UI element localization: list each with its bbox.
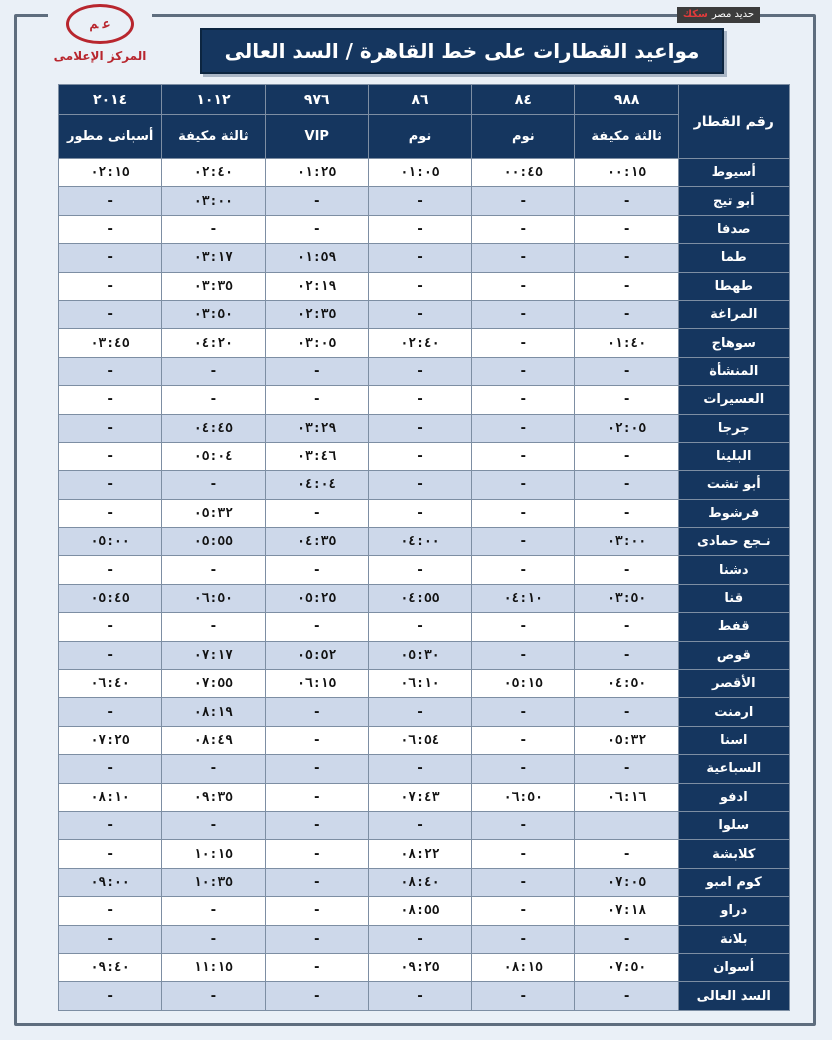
departure-time: - — [162, 215, 265, 243]
departure-time: ٠٢:٣٥ — [265, 300, 368, 328]
departure-time: - — [265, 925, 368, 953]
departure-time: ٠١:٤٠ — [575, 329, 678, 357]
station-column-header: رقم القطار — [678, 85, 789, 159]
departure-time: - — [59, 272, 162, 300]
station-name: سلوا — [678, 811, 789, 839]
departure-time: - — [59, 897, 162, 925]
departure-time: - — [472, 329, 575, 357]
departure-time: - — [162, 755, 265, 783]
departure-time: ٠٦:١٦ — [575, 783, 678, 811]
table-row — [59, 272, 790, 300]
station-name: قنا — [678, 584, 789, 612]
departure-time: - — [575, 442, 678, 470]
departure-time: ٠٥:٠٠ — [59, 528, 162, 556]
station-name: بلانة — [678, 925, 789, 953]
departure-time: ٠٣:٥٠ — [575, 584, 678, 612]
departure-time: - — [265, 953, 368, 981]
departure-time: ٠٣:١٧ — [162, 244, 265, 272]
departure-time: - — [59, 698, 162, 726]
departure-time: - — [368, 556, 471, 584]
departure-time: - — [368, 357, 471, 385]
media-center-logo — [48, 4, 152, 70]
table-row — [59, 897, 790, 925]
departure-time: - — [265, 187, 368, 215]
departure-time: ٠٢:١٩ — [265, 272, 368, 300]
departure-time: - — [162, 556, 265, 584]
station-name: الأقصر — [678, 670, 789, 698]
departure-time: ٠٧:٥٠ — [575, 953, 678, 981]
departure-time: ٠٩:٣٥ — [162, 783, 265, 811]
station-name: أسيوط — [678, 159, 789, 187]
station-name: السباعية — [678, 755, 789, 783]
station-name: كلابشة — [678, 840, 789, 868]
departure-time: ٠٣:٥٠ — [162, 300, 265, 328]
departure-time: ٠٨:٢٢ — [368, 840, 471, 868]
departure-time: ٠٥:٣٠ — [368, 641, 471, 669]
departure-time: ٠٢:٠٥ — [575, 414, 678, 442]
departure-time: - — [575, 613, 678, 641]
departure-time: - — [368, 982, 471, 1010]
train-schedule-table — [58, 84, 790, 1011]
departure-time: ٠٣:٠٠ — [162, 187, 265, 215]
departure-time: - — [472, 897, 575, 925]
departure-time: - — [575, 300, 678, 328]
departure-time: ٠٣:٣٥ — [162, 272, 265, 300]
departure-time: - — [59, 471, 162, 499]
departure-time: - — [59, 982, 162, 1010]
table-row — [59, 442, 790, 470]
departure-time: - — [368, 811, 471, 839]
departure-time: ٠٥:٤٥ — [59, 584, 162, 612]
departure-time: - — [368, 244, 471, 272]
departure-time: - — [472, 840, 575, 868]
train-number: ١٠١٢ — [162, 85, 265, 115]
station-name: أسوان — [678, 953, 789, 981]
table-row — [59, 528, 790, 556]
brand-accent: سكك — [682, 9, 708, 20]
departure-time: - — [59, 386, 162, 414]
departure-time: ٠٤:٤٥ — [162, 414, 265, 442]
departure-time: - — [575, 215, 678, 243]
train-number: ٩٧٦ — [265, 85, 368, 115]
departure-time: - — [575, 499, 678, 527]
departure-time: ٠٨:١٥ — [472, 953, 575, 981]
departure-time: ٠٠:١٥ — [575, 159, 678, 187]
departure-time: ٠٣:٢٩ — [265, 414, 368, 442]
departure-time: - — [265, 755, 368, 783]
departure-time: ٠٤:٠٠ — [368, 528, 471, 556]
departure-time: - — [575, 471, 678, 499]
table-row — [59, 414, 790, 442]
station-name: البلينا — [678, 442, 789, 470]
departure-time: - — [368, 442, 471, 470]
departure-time: - — [575, 244, 678, 272]
station-name: نـجع حمادى — [678, 528, 789, 556]
logo-caption: المركز الإعلامى — [53, 49, 147, 63]
departure-time: - — [368, 755, 471, 783]
departure-time: - — [575, 386, 678, 414]
departure-time: - — [575, 840, 678, 868]
departure-time: - — [472, 868, 575, 896]
station-name: طما — [678, 244, 789, 272]
departure-time: ١٠:١٥ — [162, 840, 265, 868]
departure-time: - — [472, 613, 575, 641]
train-number: ٩٨٨ — [575, 85, 678, 115]
departure-time: - — [472, 215, 575, 243]
departure-time: - — [59, 414, 162, 442]
departure-time: ٠٧:١٨ — [575, 897, 678, 925]
departure-time: - — [265, 811, 368, 839]
departure-time: - — [368, 386, 471, 414]
station-name: قوص — [678, 641, 789, 669]
departure-time: - — [59, 215, 162, 243]
table-row — [59, 471, 790, 499]
table-row — [59, 499, 790, 527]
departure-time: ٠٤:٣٥ — [265, 528, 368, 556]
departure-time: - — [265, 556, 368, 584]
train-number: ٢٠١٤ — [59, 85, 162, 115]
departure-time: - — [265, 698, 368, 726]
departure-time: - — [265, 982, 368, 1010]
departure-time: - — [575, 925, 678, 953]
departure-time: - — [368, 925, 471, 953]
departure-time: ٠٨:٥٥ — [368, 897, 471, 925]
departure-time: - — [59, 300, 162, 328]
departure-time: - — [368, 187, 471, 215]
departure-time: ٠٢:٤٠ — [368, 329, 471, 357]
departure-time: - — [265, 499, 368, 527]
departure-time: - — [59, 244, 162, 272]
departure-time: ٠١:٢٥ — [265, 159, 368, 187]
departure-time: - — [472, 528, 575, 556]
departure-time: - — [265, 613, 368, 641]
departure-time: ٠٧:٠٥ — [575, 868, 678, 896]
departure-time: ٠٨:١٠ — [59, 783, 162, 811]
departure-time: ٠٨:١٩ — [162, 698, 265, 726]
departure-time: - — [472, 698, 575, 726]
departure-time: ٠٤:٢٠ — [162, 329, 265, 357]
departure-time: - — [575, 187, 678, 215]
table-row — [59, 868, 790, 896]
station-name: دشنا — [678, 556, 789, 584]
departure-time: - — [472, 272, 575, 300]
departure-time: - — [59, 641, 162, 669]
departure-time: ٠٩:٠٠ — [59, 868, 162, 896]
departure-time: - — [59, 811, 162, 839]
egyptian-railways-emblem-icon: ﻋ ﻢ — [66, 4, 134, 44]
departure-time: ٠٣:٤٥ — [59, 329, 162, 357]
table-row — [59, 783, 790, 811]
departure-time: - — [368, 499, 471, 527]
departure-time: - — [472, 471, 575, 499]
station-name: فرشوط — [678, 499, 789, 527]
departure-time: ٠٦:٥٤ — [368, 726, 471, 754]
table-row — [59, 925, 790, 953]
table-row — [59, 953, 790, 981]
departure-time: - — [368, 300, 471, 328]
brand-badge — [677, 7, 760, 23]
departure-time: - — [472, 556, 575, 584]
departure-time: ٠٢:١٥ — [59, 159, 162, 187]
departure-time: - — [59, 499, 162, 527]
departure-time: - — [368, 471, 471, 499]
departure-time: ٠٤:٥٠ — [575, 670, 678, 698]
departure-time: - — [472, 357, 575, 385]
departure-time: ٠٥:٣٢ — [575, 726, 678, 754]
departure-time: ٠٦:٥٠ — [472, 783, 575, 811]
departure-time: - — [265, 386, 368, 414]
departure-time: - — [265, 840, 368, 868]
train-type: أسبانى مطور — [59, 115, 162, 159]
departure-time: ٠٩:٤٠ — [59, 953, 162, 981]
departure-time: - — [472, 982, 575, 1010]
departure-time: ٠٦:٥٠ — [162, 584, 265, 612]
station-name: ادفو — [678, 783, 789, 811]
table-row — [59, 641, 790, 669]
departure-time: - — [472, 442, 575, 470]
departure-time: ٠٧:٥٥ — [162, 670, 265, 698]
departure-time: ١٠:٣٥ — [162, 868, 265, 896]
departure-time: - — [59, 925, 162, 953]
departure-time: - — [162, 897, 265, 925]
station-name: سوهاج — [678, 329, 789, 357]
table-row — [59, 840, 790, 868]
departure-time: - — [472, 414, 575, 442]
departure-time: - — [472, 726, 575, 754]
departure-time: ٠٥:٥٢ — [265, 641, 368, 669]
departure-time: ٠٤:١٠ — [472, 584, 575, 612]
departure-time: - — [59, 613, 162, 641]
departure-time: - — [265, 868, 368, 896]
departure-time: - — [59, 556, 162, 584]
departure-time: ٠٨:٤٩ — [162, 726, 265, 754]
station-name: ارمنت — [678, 698, 789, 726]
departure-time: - — [472, 641, 575, 669]
station-name: أبو تيج — [678, 187, 789, 215]
table-row — [59, 187, 790, 215]
brand-rest: حديد مصر — [711, 9, 754, 20]
departure-time: - — [472, 187, 575, 215]
table-row — [59, 329, 790, 357]
departure-time: - — [368, 215, 471, 243]
departure-time: ٠٣:٠٠ — [575, 528, 678, 556]
table-row — [59, 982, 790, 1010]
departure-time: - — [575, 272, 678, 300]
departure-time: - — [59, 357, 162, 385]
table-row — [59, 670, 790, 698]
table-row — [59, 357, 790, 385]
departure-time: ٠٣:٤٦ — [265, 442, 368, 470]
departure-time: - — [368, 414, 471, 442]
departure-time: - — [472, 925, 575, 953]
departure-time — [575, 811, 678, 839]
departure-time: ٠٤:٥٥ — [368, 584, 471, 612]
train-type: ثالثة مكيفة — [575, 115, 678, 159]
departure-time: ٠٥:٢٥ — [265, 584, 368, 612]
table-row — [59, 584, 790, 612]
departure-time: ٠٢:٤٠ — [162, 159, 265, 187]
departure-time: ٠٦:١٠ — [368, 670, 471, 698]
station-name: طهطا — [678, 272, 789, 300]
departure-time: ٠٣:٠٥ — [265, 329, 368, 357]
table-row — [59, 613, 790, 641]
table-row — [59, 159, 790, 187]
departure-time: - — [265, 215, 368, 243]
departure-time: - — [368, 698, 471, 726]
departure-time: - — [59, 442, 162, 470]
departure-time: - — [472, 811, 575, 839]
train-type: نوم — [368, 115, 471, 159]
station-name: المنشأة — [678, 357, 789, 385]
departure-time: ٠٥:٥٥ — [162, 528, 265, 556]
table-row — [59, 755, 790, 783]
table-row — [59, 244, 790, 272]
departure-time: - — [472, 300, 575, 328]
departure-time: ٠٥:٠٤ — [162, 442, 265, 470]
train-number: ٨٤ — [472, 85, 575, 115]
departure-time: - — [59, 187, 162, 215]
departure-time: - — [162, 386, 265, 414]
departure-time: - — [472, 244, 575, 272]
departure-time: ٠٧:١٧ — [162, 641, 265, 669]
departure-time: ٠٩:٢٥ — [368, 953, 471, 981]
departure-time: - — [368, 272, 471, 300]
schedule-body — [59, 159, 790, 1011]
departure-time: ٠٧:٤٣ — [368, 783, 471, 811]
departure-time: ٠٥:٣٢ — [162, 499, 265, 527]
table-row — [59, 556, 790, 584]
departure-time: - — [265, 897, 368, 925]
departure-time: ٠٤:٠٤ — [265, 471, 368, 499]
table-row — [59, 300, 790, 328]
station-name: اسنا — [678, 726, 789, 754]
departure-time: ٠١:٥٩ — [265, 244, 368, 272]
departure-time: - — [472, 499, 575, 527]
station-name: أبو تشت — [678, 471, 789, 499]
page-title: مواعيد القطارات على خط القاهرة / السد العالى — [200, 28, 724, 74]
train-type: VIP — [265, 115, 368, 159]
departure-time: - — [162, 357, 265, 385]
departure-time: - — [368, 613, 471, 641]
departure-time: - — [59, 840, 162, 868]
departure-time: ٠٧:٢٥ — [59, 726, 162, 754]
departure-time: - — [162, 613, 265, 641]
departure-time: ٠٦:٤٠ — [59, 670, 162, 698]
departure-time: - — [575, 755, 678, 783]
table-row — [59, 215, 790, 243]
departure-time: ٠٨:٤٠ — [368, 868, 471, 896]
station-name: السد العالى — [678, 982, 789, 1010]
departure-time: - — [162, 471, 265, 499]
departure-time: - — [265, 357, 368, 385]
station-name: جرجا — [678, 414, 789, 442]
departure-time: - — [575, 641, 678, 669]
departure-time: ٠٦:١٥ — [265, 670, 368, 698]
station-name: كوم امبو — [678, 868, 789, 896]
departure-time: ٠٠:٤٥ — [472, 159, 575, 187]
departure-time: - — [575, 982, 678, 1010]
train-number: ٨٦ — [368, 85, 471, 115]
departure-time: - — [59, 755, 162, 783]
table-row — [59, 386, 790, 414]
train-type: نوم — [472, 115, 575, 159]
table-row — [59, 726, 790, 754]
departure-time: ٠١:٠٥ — [368, 159, 471, 187]
departure-time: - — [265, 726, 368, 754]
departure-time: ١١:١٥ — [162, 953, 265, 981]
departure-time: - — [162, 925, 265, 953]
departure-time: - — [472, 386, 575, 414]
departure-time: - — [575, 357, 678, 385]
departure-time: - — [265, 783, 368, 811]
table-row — [59, 811, 790, 839]
departure-time: - — [162, 982, 265, 1010]
departure-time: - — [162, 811, 265, 839]
station-name: العسيرات — [678, 386, 789, 414]
train-number-row — [59, 85, 790, 115]
departure-time: - — [575, 556, 678, 584]
station-name: قفط — [678, 613, 789, 641]
departure-time: ٠٥:١٥ — [472, 670, 575, 698]
station-name: صدفا — [678, 215, 789, 243]
table-row — [59, 698, 790, 726]
station-name: دراو — [678, 897, 789, 925]
train-type: ثالثة مكيفة — [162, 115, 265, 159]
departure-time: - — [472, 755, 575, 783]
departure-time: - — [575, 698, 678, 726]
station-name: المراغة — [678, 300, 789, 328]
